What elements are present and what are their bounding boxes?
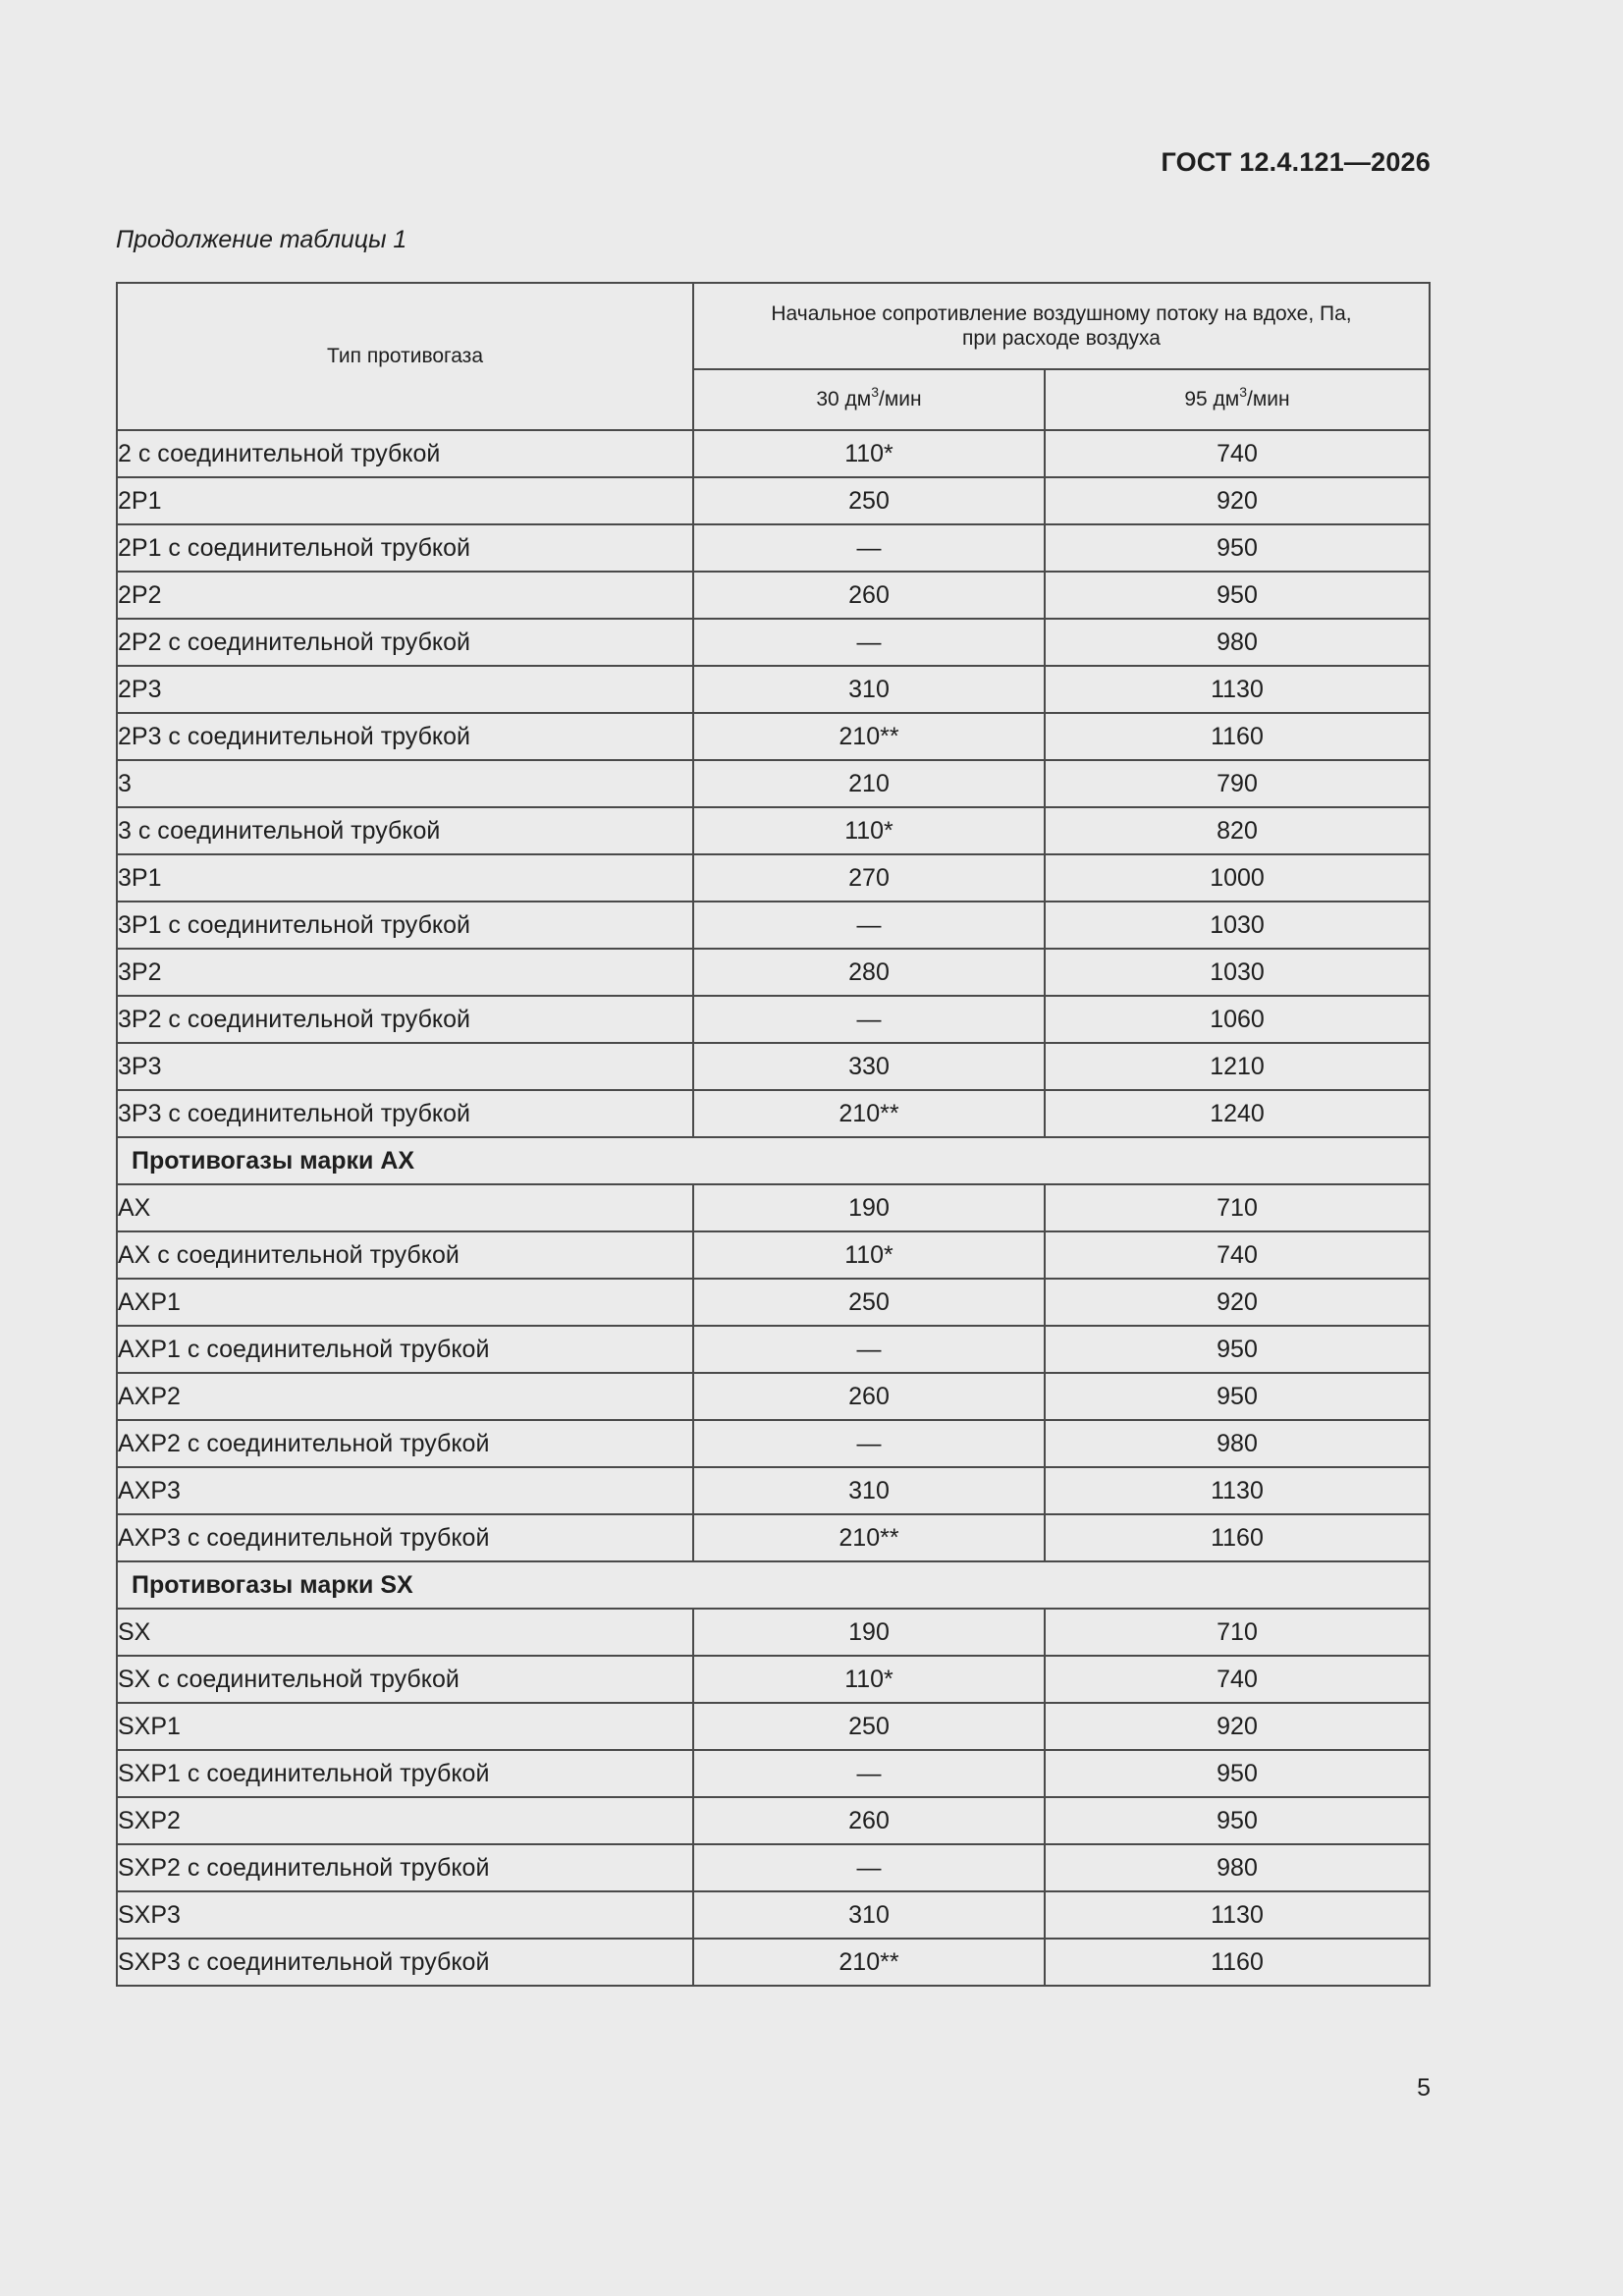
cell-type: АХР1 bbox=[117, 1279, 693, 1326]
table-row bbox=[117, 1467, 1430, 1514]
table-row bbox=[117, 666, 1430, 713]
table-row bbox=[117, 1043, 1430, 1090]
cell-type: 3 bbox=[117, 760, 693, 807]
table-row bbox=[117, 619, 1430, 666]
cell-type: АХР2 bbox=[117, 1373, 693, 1420]
cell-flow-30: 110* bbox=[693, 807, 1045, 854]
table-row bbox=[117, 902, 1430, 949]
table-row bbox=[117, 760, 1430, 807]
cell-flow-95: 1160 bbox=[1045, 1514, 1430, 1561]
group-label: Противогазы марки SX bbox=[117, 1561, 1430, 1609]
cell-flow-95: 1160 bbox=[1045, 1939, 1430, 1986]
cell-flow-30: 260 bbox=[693, 1373, 1045, 1420]
cell-flow-95: 710 bbox=[1045, 1609, 1430, 1656]
cell-type: 2Р2 с соединительной трубкой bbox=[117, 619, 693, 666]
table-row bbox=[117, 1750, 1430, 1797]
cell-flow-95: 920 bbox=[1045, 1279, 1430, 1326]
group-label: Противогазы марки АХ bbox=[117, 1137, 1430, 1184]
table-group-row bbox=[117, 1137, 1430, 1184]
table-row bbox=[117, 1703, 1430, 1750]
column-header-type: Тип противогаза bbox=[117, 283, 693, 430]
cell-flow-95: 1160 bbox=[1045, 713, 1430, 760]
table-row bbox=[117, 854, 1430, 902]
cell-flow-95: 740 bbox=[1045, 430, 1430, 477]
cell-flow-30: — bbox=[693, 1750, 1045, 1797]
cell-type: 3Р3 с соединительной трубкой bbox=[117, 1090, 693, 1137]
table-row bbox=[117, 1090, 1430, 1137]
table-row bbox=[117, 1184, 1430, 1231]
column-header-resistance-line1: Начальное сопротивление воздушному потоку на вдохе, Па, bbox=[771, 302, 1352, 325]
table-group-row bbox=[117, 1561, 1430, 1609]
table-row bbox=[117, 1279, 1430, 1326]
table-body bbox=[117, 430, 1430, 1986]
cell-flow-30: — bbox=[693, 1844, 1045, 1891]
table-row bbox=[117, 1939, 1430, 1986]
cell-type: 2 с соединительной трубкой bbox=[117, 430, 693, 477]
cell-type: АХР2 с соединительной трубкой bbox=[117, 1420, 693, 1467]
table-row bbox=[117, 949, 1430, 996]
cell-flow-30: 260 bbox=[693, 572, 1045, 619]
cell-flow-30: 280 bbox=[693, 949, 1045, 996]
cell-type: 3Р1 bbox=[117, 854, 693, 902]
cell-flow-95: 1210 bbox=[1045, 1043, 1430, 1090]
cell-flow-95: 980 bbox=[1045, 1844, 1430, 1891]
cell-flow-95: 1130 bbox=[1045, 1891, 1430, 1939]
cell-flow-30: 330 bbox=[693, 1043, 1045, 1090]
cell-flow-95: 1000 bbox=[1045, 854, 1430, 902]
page-number: 5 bbox=[1417, 2074, 1431, 2102]
cell-type: SXР3 bbox=[117, 1891, 693, 1939]
cell-flow-30: 310 bbox=[693, 1467, 1045, 1514]
cell-flow-95: 950 bbox=[1045, 1750, 1430, 1797]
cell-type: АХР3 bbox=[117, 1467, 693, 1514]
table-row bbox=[117, 477, 1430, 524]
table-row bbox=[117, 1609, 1430, 1656]
cell-flow-30: — bbox=[693, 524, 1045, 572]
cell-type: SX bbox=[117, 1609, 693, 1656]
cell-flow-30: 210** bbox=[693, 1939, 1045, 1986]
cell-type: SXР2 bbox=[117, 1797, 693, 1844]
cell-flow-95: 820 bbox=[1045, 807, 1430, 854]
table-row bbox=[117, 1891, 1430, 1939]
cell-flow-95: 920 bbox=[1045, 1703, 1430, 1750]
cell-flow-30: 210** bbox=[693, 1090, 1045, 1137]
cell-flow-30: 250 bbox=[693, 1703, 1045, 1750]
cell-flow-30: — bbox=[693, 996, 1045, 1043]
column-header-resistance-line2: при расходе воздуха bbox=[962, 327, 1161, 350]
table-row bbox=[117, 1373, 1430, 1420]
cell-flow-30: 210** bbox=[693, 713, 1045, 760]
cell-flow-95: 1060 bbox=[1045, 996, 1430, 1043]
cell-flow-30: 210** bbox=[693, 1514, 1045, 1561]
table-row bbox=[117, 1326, 1430, 1373]
table-row bbox=[117, 1656, 1430, 1703]
cell-flow-95: 790 bbox=[1045, 760, 1430, 807]
cell-type: SXР1 bbox=[117, 1703, 693, 1750]
cell-type: SXР2 с соединительной трубкой bbox=[117, 1844, 693, 1891]
cell-flow-30: 270 bbox=[693, 854, 1045, 902]
table-row bbox=[117, 1231, 1430, 1279]
table-row bbox=[117, 430, 1430, 477]
cell-flow-95: 1240 bbox=[1045, 1090, 1430, 1137]
cell-flow-30: 110* bbox=[693, 1231, 1045, 1279]
cell-flow-95: 920 bbox=[1045, 477, 1430, 524]
cell-type: 2Р3 с соединительной трубкой bbox=[117, 713, 693, 760]
cell-type: 2Р2 bbox=[117, 572, 693, 619]
cell-type: АХР1 с соединительной трубкой bbox=[117, 1326, 693, 1373]
cell-flow-30: — bbox=[693, 1420, 1045, 1467]
cell-flow-95: 1030 bbox=[1045, 949, 1430, 996]
column-header-resistance bbox=[693, 283, 1430, 369]
column-header-flow-95: 95 $дм^3$/мин bbox=[1045, 369, 1430, 430]
cell-type: 3Р2 с соединительной трубкой bbox=[117, 996, 693, 1043]
cell-type: 2Р3 bbox=[117, 666, 693, 713]
cell-flow-95: 950 bbox=[1045, 524, 1430, 572]
cell-type: 3 с соединительной трубкой bbox=[117, 807, 693, 854]
cell-type: 2Р1 с соединительной трубкой bbox=[117, 524, 693, 572]
table-row bbox=[117, 1844, 1430, 1891]
cell-flow-95: 950 bbox=[1045, 1373, 1430, 1420]
cell-flow-95: 1130 bbox=[1045, 1467, 1430, 1514]
table-row bbox=[117, 996, 1430, 1043]
cell-flow-30: 310 bbox=[693, 666, 1045, 713]
cell-flow-30: 210 bbox=[693, 760, 1045, 807]
table-row bbox=[117, 1514, 1430, 1561]
document-code: ГОСТ 12.4.121—2026 bbox=[1161, 147, 1431, 177]
cell-type: 2Р1 bbox=[117, 477, 693, 524]
cell-type: 3Р2 bbox=[117, 949, 693, 996]
cell-flow-30: 260 bbox=[693, 1797, 1045, 1844]
cell-flow-30: 250 bbox=[693, 477, 1045, 524]
cell-flow-95: 1030 bbox=[1045, 902, 1430, 949]
table-row bbox=[117, 572, 1430, 619]
cell-flow-30: — bbox=[693, 902, 1045, 949]
cell-type: SX с соединительной трубкой bbox=[117, 1656, 693, 1703]
cell-flow-95: 710 bbox=[1045, 1184, 1430, 1231]
cell-flow-30: 110* bbox=[693, 1656, 1045, 1703]
table-row bbox=[117, 807, 1430, 854]
cell-type: АХР3 с соединительной трубкой bbox=[117, 1514, 693, 1561]
cell-flow-30: — bbox=[693, 1326, 1045, 1373]
cell-flow-95: 740 bbox=[1045, 1231, 1430, 1279]
table-row bbox=[117, 524, 1430, 572]
table-caption: Продолжение таблицы 1 bbox=[116, 226, 407, 253]
cell-flow-95: 950 bbox=[1045, 572, 1430, 619]
cell-flow-95: 740 bbox=[1045, 1656, 1430, 1703]
cell-flow-95: 950 bbox=[1045, 1797, 1430, 1844]
cell-type: SXР3 с соединительной трубкой bbox=[117, 1939, 693, 1986]
cell-flow-30: — bbox=[693, 619, 1045, 666]
table-row bbox=[117, 1797, 1430, 1844]
cell-type: SXР1 с соединительной трубкой bbox=[117, 1750, 693, 1797]
resistance-table bbox=[116, 282, 1431, 1987]
cell-flow-30: 250 bbox=[693, 1279, 1045, 1326]
cell-flow-30: 190 bbox=[693, 1609, 1045, 1656]
table-row bbox=[117, 1420, 1430, 1467]
cell-type: АХ bbox=[117, 1184, 693, 1231]
cell-type: АХ с соединительной трубкой bbox=[117, 1231, 693, 1279]
cell-flow-95: 980 bbox=[1045, 619, 1430, 666]
cell-flow-95: 1130 bbox=[1045, 666, 1430, 713]
cell-flow-95: 950 bbox=[1045, 1326, 1430, 1373]
cell-type: 3Р1 с соединительной трубкой bbox=[117, 902, 693, 949]
table-row bbox=[117, 713, 1430, 760]
cell-type: 3Р3 bbox=[117, 1043, 693, 1090]
cell-flow-30: 310 bbox=[693, 1891, 1045, 1939]
column-header-flow-30: 30 $дм^3$/мин bbox=[693, 369, 1045, 430]
cell-flow-95: 980 bbox=[1045, 1420, 1430, 1467]
cell-flow-30: 190 bbox=[693, 1184, 1045, 1231]
cell-flow-30: 110* bbox=[693, 430, 1045, 477]
